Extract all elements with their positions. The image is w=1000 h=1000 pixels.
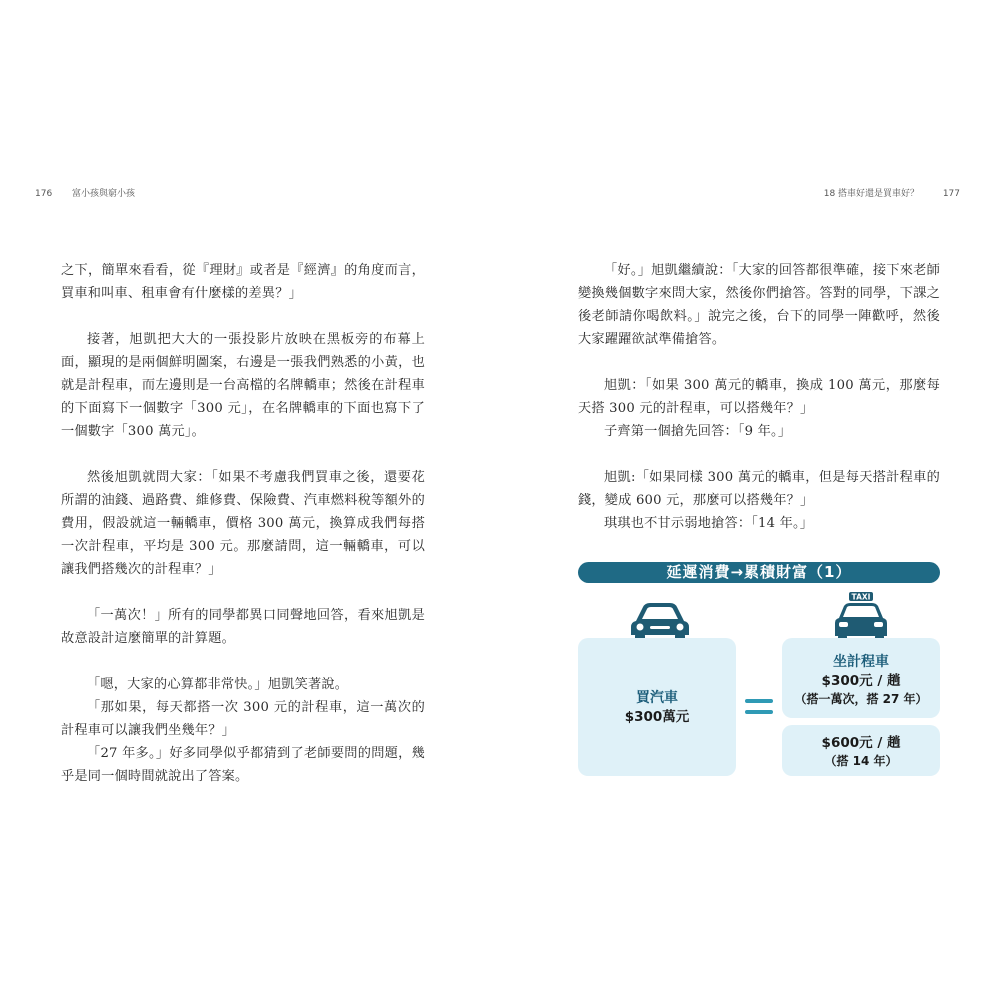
take-taxi-value: $300元 / 趟 [821,673,901,689]
paragraph-spacer [61,443,425,466]
paragraph-spacer [578,443,940,466]
paragraph: 接著，旭凱把大大的一張投影片放映在黑板旁的布幕上面，顯現的是兩個鮮明圖案，右邊是一張我們熟悉的小黃，也就是計程車，而左邊則是一台高檔的名牌轎車；然後在計程車的下面寫下一個數字「300 元」，在名牌轎車的下面也寫下了一個數字「300 萬元」。 [61,332,425,439]
paragraph: 「27 年多。」好多同學似乎都猜到了老師要問的問題，幾乎是同一個時間就說出了答案。 [61,746,425,784]
left-running-title: 富小孩與窮小孩 [71,189,135,199]
delayed-consumption-diagram [578,562,940,776]
taxi-sign-label: TAXI [851,592,871,602]
paragraph: 然後旭凱就問大家：「如果不考慮我們買車之後，還要花所謂的油錢、過路費、維修費、保險費、汽車燃料稅等額外的費用，假設就這一輛轎車，價格 300 萬元，換算成我們每搭一次計程車，平均是 300 元。那麼請問，這一輛轎車，可以讓我們搭幾次的計程車？」 [61,470,425,577]
paragraph: 旭凱：「如果 300 萬元的轎車，換成 100 萬元，那麼每天搭 300 元的計程車，可以搭幾年？」 [578,378,940,416]
paragraph-spacer [61,305,425,328]
paragraph-spacer [61,581,425,604]
right-page-body [578,259,940,535]
taxi-icon [831,592,891,644]
buy-car-box [578,638,736,776]
paragraph: 「嗯，大家的心算都非常快。」旭凱笑著說。 [87,677,349,692]
paragraph: 「好。」旭凱繼續說：「大家的回答都很準確，接下來老師變換幾個數字來問大家，然後你們搶答。答對的同學，下課之後老師請你喝飲料。」說完之後，台下的同學一陣歡呼，然後大家躍躍欲試準備搶答。 [578,263,940,347]
equals-icon [745,699,773,721]
car-icon [628,599,692,641]
right-page-number: 177 [942,189,960,199]
paragraph: 旭凱:「如果同樣 300 萬元的轎車，但是每天搭計程車的錢，變成 600 元，那麼可以搭幾年？」 [578,470,940,508]
take-taxi-note: （搭一萬次，搭 27 年） [794,692,928,706]
paragraph: 「一萬次！」所有的同學都異口同聲地回答，看來旭凱是故意設計這麼簡單的計算題。 [61,608,425,646]
paragraph: 「那如果，每天都搭一次 300 元的計程車，這一萬次的計程車可以讓我們坐幾年？」 [61,700,425,738]
diagram-title: 延遲消費→累積財富（1） [578,562,940,583]
take-taxi-600-box [782,725,940,776]
take-taxi-title: 坐計程車 [833,654,889,670]
right-running-title: 18 搭車好還是買車好？ [823,189,920,199]
right-page-header [824,186,960,199]
paragraph: 之下，簡單來看看，從『理財』或者是『經濟』的角度而言，買車和叫車、租車會有什麼樣的差異？」 [61,263,425,301]
take-taxi-600-value: $600元 / 趟 [821,735,901,751]
left-page-header [35,186,135,199]
buy-car-title: 買汽車 [636,690,678,706]
paragraph: 琪琪也不甘示弱地搶答：「14 年。」 [604,516,814,531]
paragraph-spacer [61,650,425,673]
take-taxi-box [782,638,940,718]
left-page-body [61,259,425,788]
left-page-number: 176 [35,189,53,199]
take-taxi-600-note: （搭 14 年） [824,754,898,768]
paragraph-spacer [578,351,940,374]
paragraph: 子齊第一個搶先回答：「9 年。」 [604,424,792,439]
buy-car-value: $300萬元 [624,709,690,725]
